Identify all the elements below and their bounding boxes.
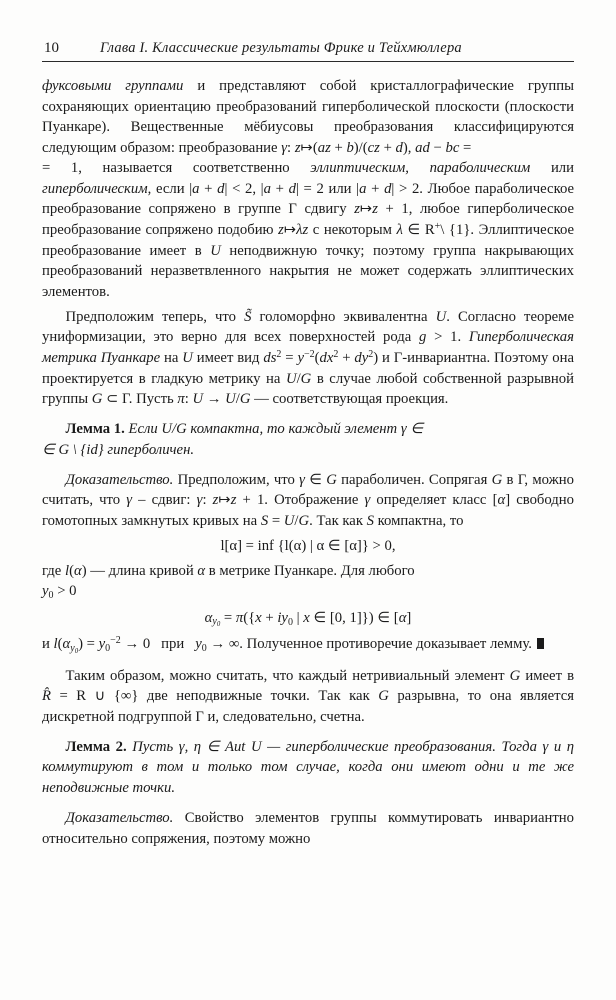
- lemma-1: Лемма 1. Если U/G компактна, то каждый элемент γ ∈ ∈ G \ {id} гиперболичен.: [42, 421, 424, 458]
- running-head: [42, 40, 574, 57]
- equation-alpha-y0: $\alpha_{y_0} = \pi(\{x + iy_0$ | x ∈ [0, 1]}) ∈ [α]: [204, 609, 412, 629]
- paragraph-contradiction: и $l(\alpha_{y_0}) = y_0^{-2} \to 0$ при $y_0$ → ∞. Полученное противоречие доказывает лемму.: [42, 634, 574, 656]
- proof-2-label: Доказательство.: [65, 810, 174, 827]
- proof-1-label: Доказательство.: [65, 471, 174, 488]
- lemma-2: Лемма 2. Пусть γ, η ∈ Aut U — гиперболические преобразования. Тогда γ и η коммутируют в том и только том случае, когда они имеют одни и те же неподвижные точки.: [42, 738, 575, 797]
- qed-box: [537, 638, 544, 649]
- running-title: Глава I. Классические результаты Фрике и Тейхмюллера: [100, 40, 462, 56]
- proof-1: Доказательство. Предположим, что γ ∈ G параболичен. Сопрягая G в Γ, можно считать, что γ – сдвиг: γ: z↦z + 1. Отображение γ определяет класс [α] свободно гомотопных замкнутых кривых на S = U/G. Так как S компактна, то: [42, 471, 574, 529]
- page-number: 10: [44, 40, 59, 56]
- paragraph-fuchsian-groups: фуксовыми группами и представляют собой кристаллографические группы сохраняющих ориентацию преобразований гиперболической плоскости (плоскости Пуанкаре). Вещественные мёбиусовы преобразования классифицируются следующим образом: преобразование γ: z↦(az + b)/(cz + d), ad − bc = = 1, называется соответственно эллиптическим, параболическим или гиперболическим, если |a + d| < 2, |a + d| = 2 или |a + d| > 2. Любое параболическое преобразование сопряжено в группе Γ сдвигу z↦z + 1, любое гиперболическое преобразование сопряжено подобию z↦λz с некоторым λ ∈ R+\ {1}. Эллиптическое преобразование имеет в U неподвижную точку; поэтому группа накрывающих преобразований неразветвленного накрытия не может содержать эллиптических элементов.: [42, 78, 575, 300]
- paragraph-curve-length: где l(α) — длина кривой α в метрике Пуанкаре. Для любого $y_0 > 0$: [42, 562, 415, 602]
- page-body: [42, 76, 574, 849]
- lemma-2-label: Лемма 2.: [65, 738, 127, 755]
- paragraph-uniformization: Предположим теперь, что S̃ голоморфно эквивалентна U. Согласно теореме униформизации, это верно для всех поверхностей рода g > 1. Гиперболическая метрика Пуанкаре на U имеет вид $ds^2 = y^{-2}(dx^2 + dy^2)$ и Γ-инвариантна. Поэтому она проектируется в гладкую метрику на U/G в случае любой собственной разрывной группы G ⊂ Γ. Пусть π: U → U/G — соответствующая проекция.: [42, 308, 574, 408]
- paragraph-fixed-points: Таким образом, можно считать, что каждый нетривиальный элемент G имеет в R̂ = R ∪ {∞} две неподвижные точки. Так как G разрывна, то она является дискретной подгруппой Γ и, следовательно, счетна.: [42, 667, 575, 725]
- equation-length-infimum: l[α] = inf {l(α) | α ∈ [α]} > 0,: [220, 537, 396, 554]
- header-rule: [42, 61, 574, 62]
- lemma-1-label: Лемма 1.: [65, 421, 125, 438]
- proof-2: Доказательство. Свойство элементов группы коммутировать инвариантно относительно сопряжения, поэтому можно: [42, 810, 574, 847]
